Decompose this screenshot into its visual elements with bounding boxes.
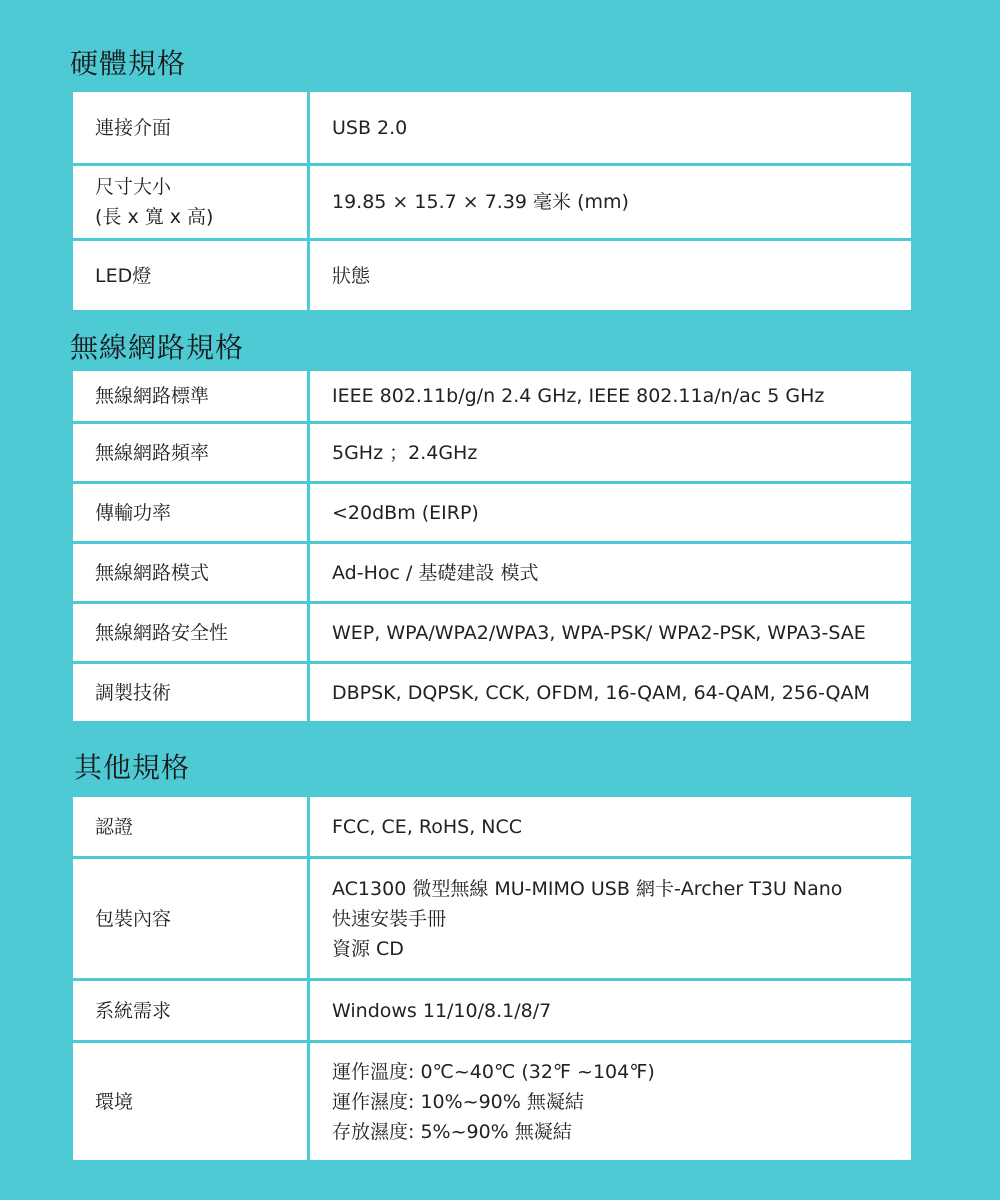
row-label: 無線網路標準 xyxy=(72,370,309,423)
row-label: 包裝內容 xyxy=(72,858,309,980)
row-label: 無線網路安全性 xyxy=(72,603,309,663)
table-row xyxy=(72,240,913,312)
row-value: IEEE 802.11b/g/n 2.4 GHz, IEEE 802.11a/n/ac 5 GHz xyxy=(309,370,913,423)
row-value: USB 2.0 xyxy=(309,91,913,165)
row-value: DBPSK, DQPSK, CCK, OFDM, 16-QAM, 64-QAM, 256-QAM xyxy=(309,663,913,723)
row-value: 狀態 xyxy=(309,240,913,312)
table-row xyxy=(72,543,913,603)
row-label: 傳輸功率 xyxy=(72,483,309,543)
table-row xyxy=(72,796,913,858)
other-spec-table xyxy=(70,794,914,1163)
section-title-wireless: 無線網路規格 xyxy=(70,331,245,364)
table-row xyxy=(72,980,913,1042)
row-value: Ad-Hoc / 基礎建設 模式 xyxy=(309,543,913,603)
row-value: FCC, CE, RoHS, NCC xyxy=(309,796,913,858)
row-label: 連接介面 xyxy=(72,91,309,165)
hardware-spec-table xyxy=(70,89,914,313)
section-title-hardware: 硬體規格 xyxy=(70,47,187,80)
row-label: 無線網路頻率 xyxy=(72,423,309,483)
table-row xyxy=(72,603,913,663)
wireless-spec-table xyxy=(70,368,914,724)
table-row xyxy=(72,483,913,543)
section-title-other: 其他規格 xyxy=(74,751,191,784)
row-value: WEP, WPA/WPA2/WPA3, WPA-PSK/ WPA2-PSK, WPA3-SAE xyxy=(309,603,913,663)
table-row xyxy=(72,370,913,423)
row-label: 尺寸大小 (長 x 寬 x 高) xyxy=(72,165,309,240)
row-label: 認證 xyxy=(72,796,309,858)
row-value: 19.85 × 15.7 × 7.39 毫米 (mm) xyxy=(309,165,913,240)
row-value: <20dBm (EIRP) xyxy=(309,483,913,543)
table-row xyxy=(72,165,913,240)
row-label: LED燈 xyxy=(72,240,309,312)
row-value: 5GHz ；2.4GHz xyxy=(309,423,913,483)
row-label: 無線網路模式 xyxy=(72,543,309,603)
row-value: Windows 11/10/8.1/8/7 xyxy=(309,980,913,1042)
row-label: 系統需求 xyxy=(72,980,309,1042)
table-row xyxy=(72,1042,913,1162)
table-row xyxy=(72,858,913,980)
table-row xyxy=(72,423,913,483)
row-label: 調製技術 xyxy=(72,663,309,723)
table-row xyxy=(72,91,913,165)
row-value: 運作溫度: 0℃~40℃ (32℉ ~104℉) 運作濕度: 10%~90% 無凝結 存放濕度: 5%~90% 無凝結 xyxy=(309,1042,913,1162)
row-value: AC1300 微型無線 MU-MIMO USB 網卡-Archer T3U Nano 快速安裝手冊 資源 CD xyxy=(309,858,913,980)
table-row xyxy=(72,663,913,723)
row-label: 環境 xyxy=(72,1042,309,1162)
